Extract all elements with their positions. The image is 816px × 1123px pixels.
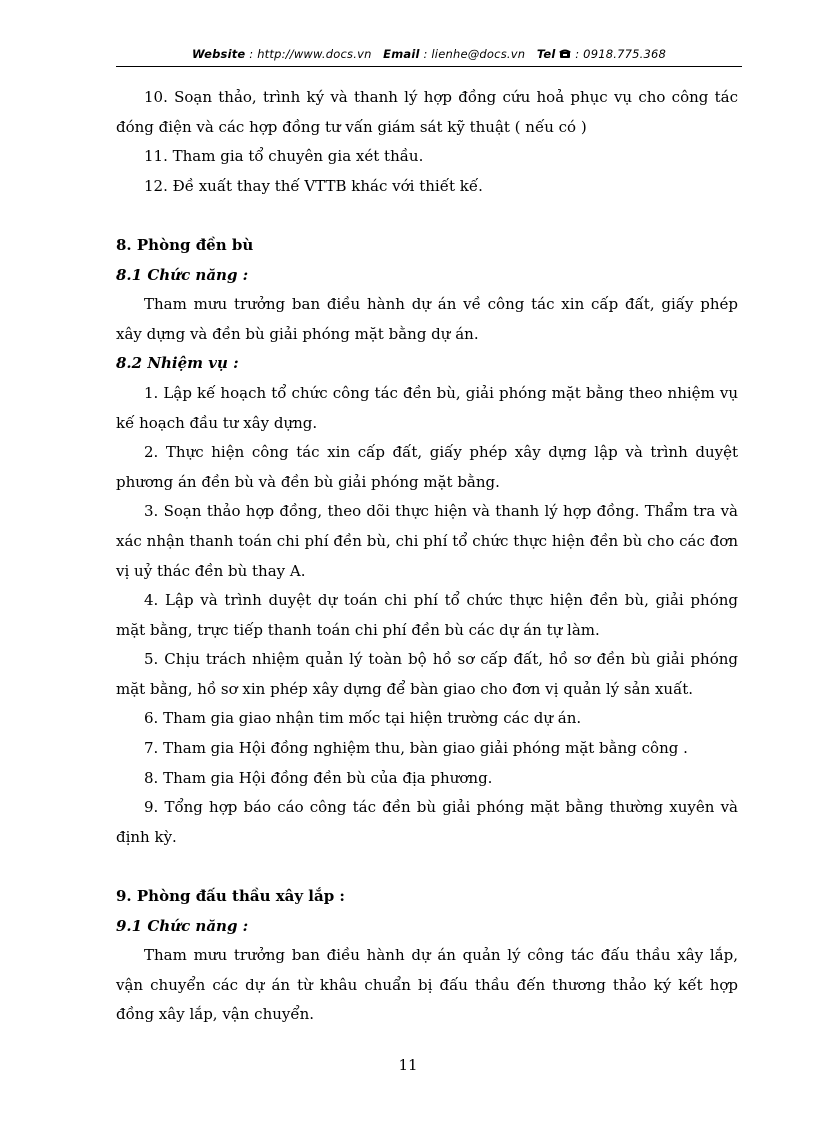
tel-value: : 0918.775.368	[575, 47, 667, 61]
s8-item-9: 9. Tổng hợp báo cáo công tác đền bù giải phóng mặt bằng thường xuyên và định kỳ.	[116, 798, 738, 846]
s8-item-5: 5. Chịu trách nhiệm quản lý toàn bộ hồ sơ cấp đất, hồ sơ đền bù giải phóng mặt bằng, hồ sơ xin phép xây dựng để bàn giao cho đơn vị quản lý sản xuất.	[116, 650, 738, 698]
item-11: 11. Tham gia tổ chuyên gia xét thầu.	[144, 147, 424, 166]
section-8-2-title: 8.2 Nhiệm vụ :	[116, 354, 239, 373]
page-number: 11	[398, 1056, 418, 1074]
section-8-title: 8. Phòng đền bù	[116, 235, 254, 254]
section-8-1-title: 8.1 Chức năng :	[116, 265, 249, 284]
spacer	[116, 201, 738, 231]
s8-item-3: 3. Soạn thảo hợp đồng, theo dõi thực hiện và thanh lý hợp đồng. Thẩm tra và xác nhận thanh toán chi phí đền bù, chi phí tổ chức thực hiện đền bù cho các đơn vị uỷ thác đền bù thay A.	[116, 502, 738, 580]
header-rule	[116, 66, 742, 67]
section-9-1-title: 9.1 Chức năng :	[116, 916, 249, 935]
s8-item-2: 2. Thực hiện công tác xin cấp đất, giấy phép xây dựng lập và trình duyệt phương án đền bù và đền bù giải phóng mặt bằng.	[116, 443, 738, 491]
s8-item-1: 1. Lập kế hoạch tổ chức công tác đền bù, giải phóng mặt bằng theo nhiệm vụ kế hoạch đầu tư xây dựng.	[116, 383, 738, 432]
email-value: : lienhe@docs.vn	[423, 47, 526, 61]
phone-icon	[559, 48, 571, 62]
website-label: Website	[191, 47, 246, 61]
page-header	[116, 47, 742, 62]
section-8-1-text: Tham mưu trưởng ban điều hành dự án về công tác xin cấp đất, giấy phép xây dựng và đền bù giải phóng mặt bằng dự án.	[116, 295, 738, 343]
section-9-title: 9. Phòng đấu thầu xây lắp :	[116, 887, 345, 906]
s8-item-8: 8. Tham gia Hội đồng đền bù của địa phương.	[144, 768, 493, 787]
email-label: Email	[383, 47, 420, 61]
s8-item-6: 6. Tham gia giao nhận tim mốc tại hiện trường các dự án.	[144, 709, 582, 728]
document-body	[116, 83, 738, 1030]
tel-label: Tel	[536, 47, 556, 61]
section-9-1-text: Tham mưu trưởng ban điều hành dự án quản lý công tác đấu thầu xây lắp, vận chuyển các dự án từ khâu chuẩn bị đấu thầu đến thương thảo ký kết hợp đồng xây lắp, vận chuyển.	[116, 946, 738, 1024]
website-value: : http://www.docs.vn	[249, 47, 372, 61]
s8-item-7: 7. Tham gia Hội đồng nghiệm thu, bàn giao giải phóng mặt bằng công .	[144, 739, 688, 758]
spacer	[116, 852, 738, 882]
s8-item-4: 4. Lập và trình duyệt dự toán chi phí tổ chức thực hiện đền bù, giải phóng mặt bằng, trực tiếp thanh toán chi phí đền bù các dự án tự làm.	[116, 591, 738, 639]
item-10: 10. Soạn thảo, trình ký và thanh lý hợp đồng cứu hoả phục vụ cho công tác đóng điện và các hợp đồng tư vấn giám sát kỹ thuật ( nếu có )	[116, 88, 738, 136]
item-12: 12. Đề xuất thay thế VTTB khác với thiết kế.	[144, 176, 483, 195]
